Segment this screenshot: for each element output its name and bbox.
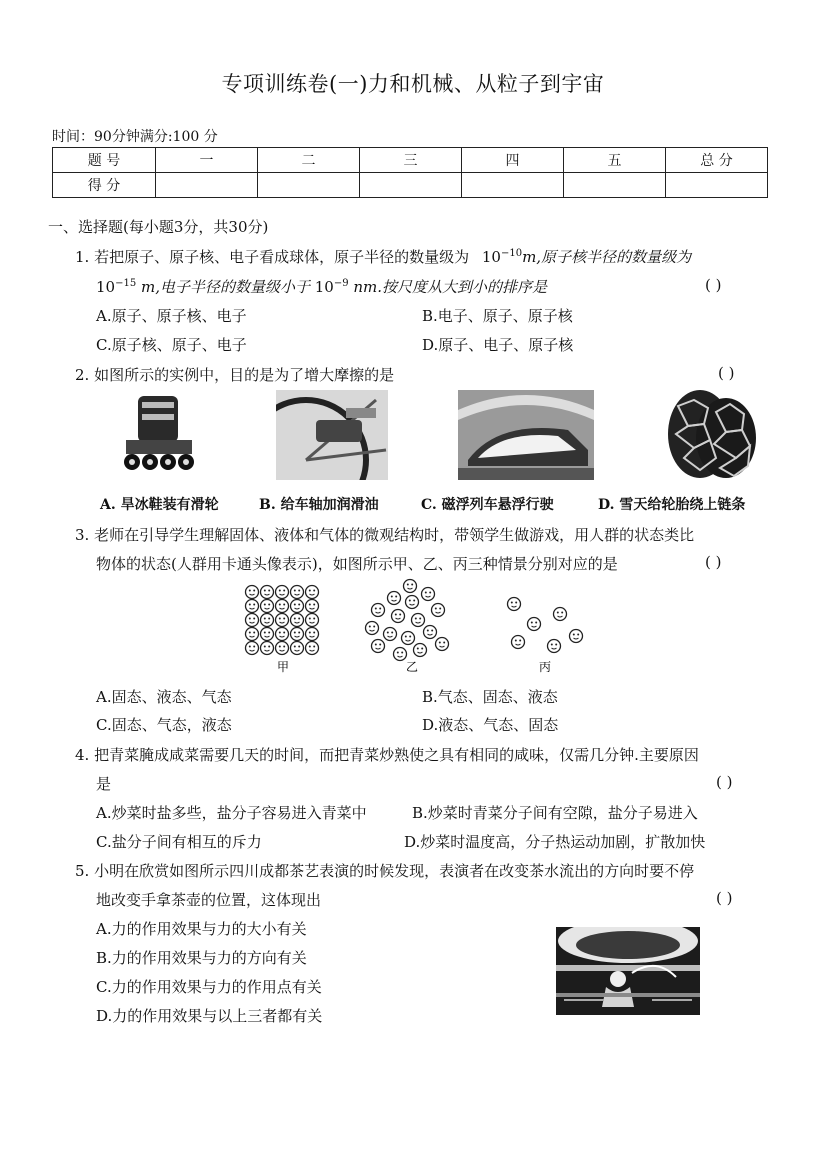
tea-performance-photo [556, 927, 700, 1015]
q4-stem-line1: 4. 把青菜腌成咸菜需要几天的时间，而把青菜炒熟使之具有相同的咸味，仅需几分钟.主要原因 [75, 746, 699, 764]
solid-particle [276, 628, 289, 641]
q4-stem-line2: 是 [96, 775, 112, 793]
solid-particle [246, 628, 259, 641]
solid-particle [291, 614, 304, 627]
solid-particle [276, 642, 289, 655]
solid-particle [261, 600, 274, 613]
score-header-cell: 一 [156, 148, 258, 173]
score-header-cell: 二 [258, 148, 360, 173]
score-cell[interactable] [666, 173, 768, 198]
q1-stem-line2 [96, 276, 547, 297]
gas-particles [508, 598, 583, 653]
q3-option-a[interactable]: A.固态、液态、气态 [96, 688, 232, 706]
q2-caption-c: C. 磁浮列车悬浮行驶 [421, 497, 554, 513]
q2-caption-b: B. 给车轴加润滑油 [259, 497, 379, 513]
q5-option-a[interactable]: A.力的作用效果与力的大小有关 [96, 920, 307, 938]
q3-answer-blank[interactable]: ( ) [705, 553, 722, 571]
solid-particle [291, 642, 304, 655]
score-cell[interactable] [156, 173, 258, 198]
liquid-particles [366, 580, 449, 661]
score-cell[interactable] [462, 173, 564, 198]
solid-particle [261, 614, 274, 627]
q3-stem-line2: 物体的状态(人群用卡通头像表示)，如图所示甲、乙、丙三种情景分别对应的是 [96, 555, 618, 573]
score-table [52, 147, 768, 198]
q1-text: m,原子核半径的数量级为 [522, 248, 692, 266]
solid-particle [246, 600, 259, 613]
solid-particle [306, 628, 319, 641]
solid-particle [261, 628, 274, 641]
q3-option-c[interactable]: C.固态、气态，液态 [96, 716, 232, 734]
tire-chain-image [664, 386, 758, 482]
solid-particle [276, 614, 289, 627]
q5-stem-line1: 5. 小明在欣赏如图所示四川成都茶艺表演的时候发现，表演者在改变茶水流出的方向时要不停 [75, 862, 695, 880]
q2-answer-blank[interactable]: ( ) [718, 364, 735, 382]
score-row-label: 得 分 [53, 173, 156, 198]
q1-text: m,电子半径的数量级小于 [136, 278, 315, 296]
q2-stem: 2. 如图所示的实例中，目的是为了增大摩擦的是 [75, 366, 395, 384]
q1-text: 1. 若把原子、原子核、电子看成球体，原子半径的数量级为 [75, 248, 470, 266]
q4-answer-blank[interactable]: ( ) [716, 773, 733, 791]
q2-caption-d: D. 雪天给轮胎绕上链条 [598, 497, 746, 513]
exam-meta: 时间：90分钟满分:100 分 [52, 129, 218, 145]
q1-num: 10 [314, 278, 334, 296]
score-header-cell: 四 [462, 148, 564, 173]
q4-option-a[interactable]: A.炒菜时盐多些，盐分子容易进入青菜中 [96, 804, 367, 822]
particle-states-diagram [230, 578, 600, 678]
maglev-train-image [458, 390, 594, 480]
score-header-cell: 五 [564, 148, 666, 173]
q5-option-b[interactable]: B.力的作用效果与力的方向有关 [96, 949, 307, 967]
q4-option-c[interactable]: C.盐分子间有相互的斥力 [96, 833, 262, 851]
q5-stem-line2: 地改变手拿茶壶的位置，这体现出 [96, 891, 322, 909]
q4-option-d[interactable]: D.炒菜时温度高，分子热运动加剧，扩散加快 [404, 833, 706, 851]
solid-particle [276, 586, 289, 599]
q4-option-b[interactable]: B.炒菜时青菜分子间有空隙，盐分子易进入 [412, 804, 698, 822]
score-cell[interactable] [564, 173, 666, 198]
solid-particle [261, 642, 274, 655]
score-header-cell: 三 [360, 148, 462, 173]
score-cell[interactable] [360, 173, 462, 198]
solid-particles [246, 586, 319, 655]
q3-option-b[interactable]: B.气态、固态、液态 [422, 688, 558, 706]
section-heading: 一、选择题(每小题3分，共30分) [48, 218, 269, 236]
q1-option-a[interactable]: A.原子、原子核、电子 [96, 307, 247, 325]
solid-particle [246, 642, 259, 655]
q5-answer-blank[interactable]: ( ) [716, 889, 733, 907]
solid-particle [276, 600, 289, 613]
q1-option-c[interactable]: C.原子核、原子、电子 [96, 336, 247, 354]
solid-particle [261, 586, 274, 599]
solid-particle [291, 628, 304, 641]
solid-particle [246, 586, 259, 599]
q1-text: nm.按尺度从大到小的排序是 [348, 278, 547, 296]
label-bing: 丙 [539, 660, 552, 674]
solid-particle [291, 600, 304, 613]
solid-particle [306, 642, 319, 655]
q1-answer-blank[interactable]: ( ) [705, 276, 722, 294]
solid-particle [306, 600, 319, 613]
q1-exp: −15 [115, 278, 137, 289]
q5-option-d[interactable]: D.力的作用效果与以上三者都有关 [96, 1007, 323, 1025]
q3-stem-line1: 3. 老师在引导学生理解固体、液体和气体的微观结构时，带领学生做游戏，用人群的状态类比 [75, 526, 695, 544]
bike-axle-image [276, 390, 388, 480]
q1-stem-line1 [75, 246, 691, 267]
q3-option-d[interactable]: D.液态、气态、固态 [422, 716, 559, 734]
score-table-score-row [53, 173, 768, 198]
score-header-cell: 题 号 [53, 148, 156, 173]
solid-particle [306, 586, 319, 599]
label-yi: 乙 [406, 660, 419, 674]
roller-skate-image [112, 392, 204, 478]
q1-num: 10 [481, 248, 501, 266]
solid-particle [246, 614, 259, 627]
solid-particle [291, 586, 304, 599]
page-title: 专项训练卷(一)力和机械、从粒子到宇宙 [221, 72, 605, 96]
q2-caption-a: A. 旱冰鞋装有滑轮 [100, 497, 219, 513]
q1-exp: −9 [333, 278, 349, 289]
q1-option-d[interactable]: D.原子、电子、原子核 [422, 336, 574, 354]
q1-exp: −10 [500, 248, 523, 259]
score-cell[interactable] [258, 173, 360, 198]
q1-num: 10 [96, 278, 116, 296]
score-header-cell: 总 分 [666, 148, 768, 173]
score-table-header-row [53, 148, 768, 173]
solid-particle [306, 614, 319, 627]
label-jia: 甲 [277, 660, 290, 674]
q5-option-c[interactable]: C.力的作用效果与力的作用点有关 [96, 978, 322, 996]
q1-option-b[interactable]: B.电子、原子、原子核 [422, 307, 573, 325]
